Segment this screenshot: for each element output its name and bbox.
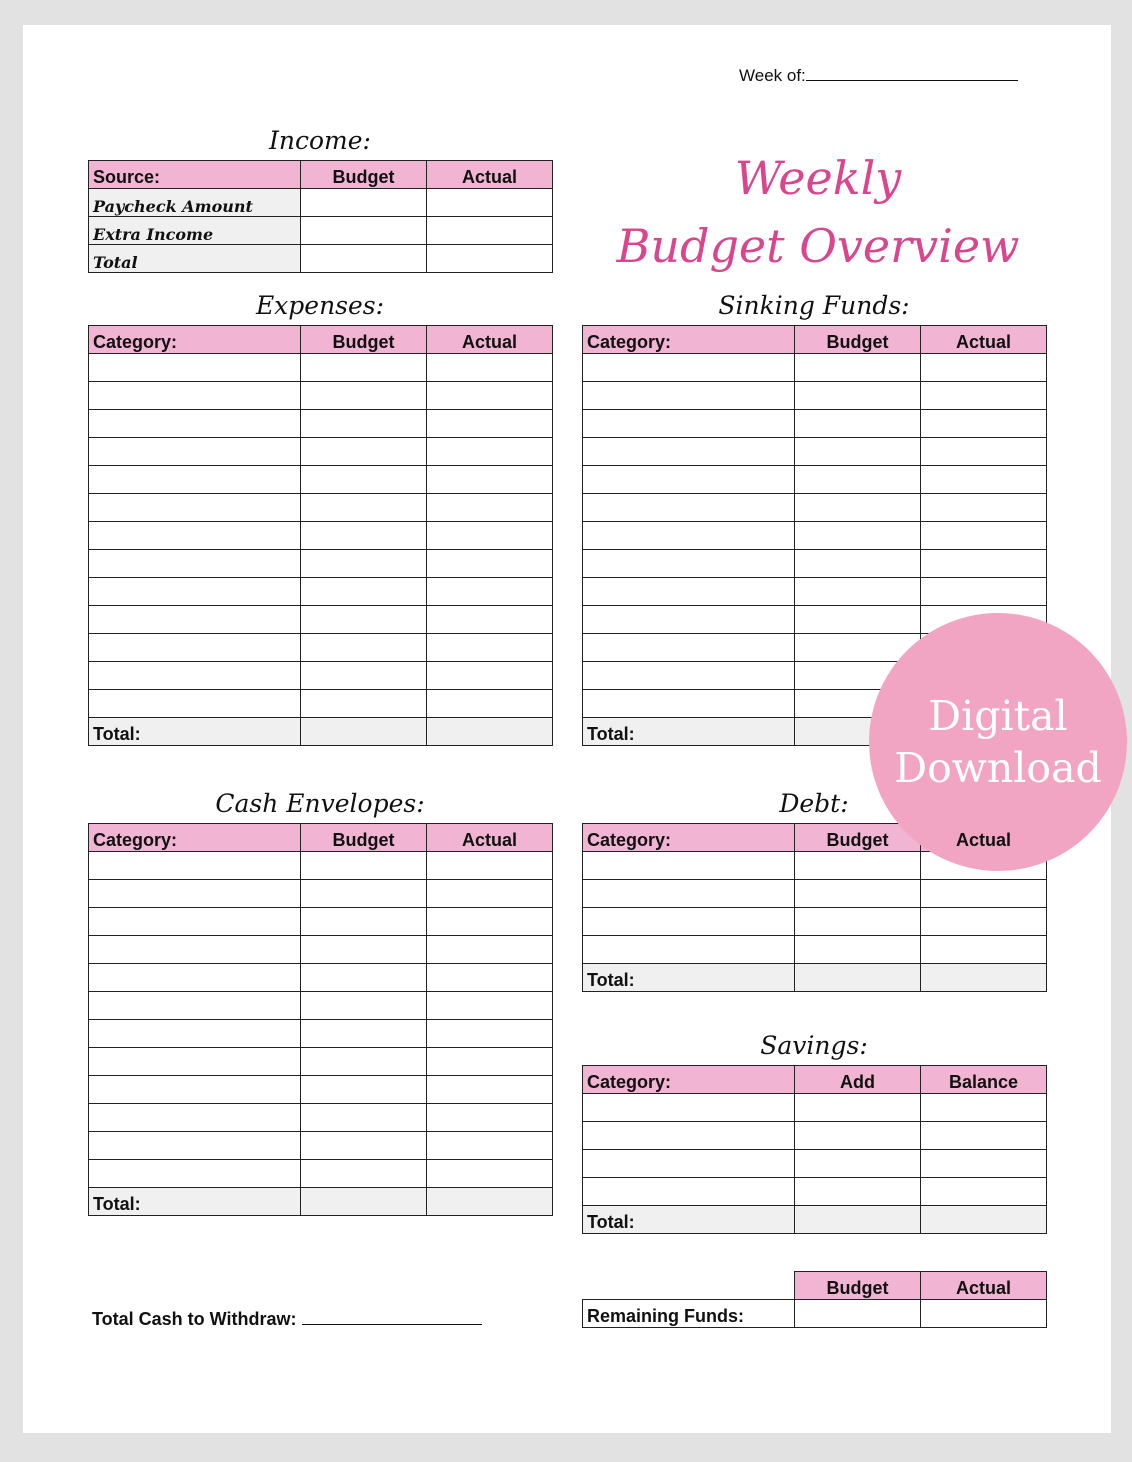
column-header: Actual [461,830,517,850]
value-cell[interactable] [795,354,921,382]
table-row [89,992,553,1020]
table-row [89,1160,553,1188]
category-cell[interactable] [583,1122,795,1150]
table-row [89,852,553,880]
column-header-cell [301,161,427,189]
value-cell[interactable] [301,1076,427,1104]
category-cell[interactable] [89,852,301,880]
value-cell[interactable] [795,382,921,410]
value-cell[interactable] [427,438,553,466]
value-cell[interactable] [795,550,921,578]
table-row [89,494,553,522]
value-cell[interactable] [301,494,427,522]
column-header: Category: [93,332,178,352]
value-cell[interactable] [301,1132,427,1160]
cash-envelopes-heading: Cash Envelopes: [215,789,425,818]
column-header-cell [301,326,427,354]
table-row [89,522,553,550]
actual-cell[interactable] [921,1300,1047,1328]
table-row [89,354,553,382]
value-cell[interactable] [921,1150,1047,1178]
category-cell[interactable] [89,550,301,578]
row-label: Extra Income [89,217,301,245]
table-row [89,550,553,578]
category-cell[interactable] [583,936,795,964]
value-cell[interactable] [427,1160,553,1188]
value-cell[interactable] [301,1160,427,1188]
value-cell[interactable] [427,880,553,908]
table-row [89,410,553,438]
table-row [89,217,553,245]
category-cell[interactable] [89,880,301,908]
column-header: Actual [461,332,517,352]
total-label: Total: [583,964,795,992]
column-header-cell [89,326,301,354]
total-label: Total: [89,718,301,746]
header-row [583,326,1047,354]
table-row [89,690,553,718]
debt-table [582,823,1047,992]
category-cell[interactable] [583,852,795,880]
category-cell[interactable] [89,494,301,522]
value-cell[interactable] [301,354,427,382]
category-cell[interactable] [89,1104,301,1132]
column-header-cell [427,326,553,354]
category-cell[interactable] [89,992,301,1020]
table-row [89,634,553,662]
total-cash-line[interactable] [302,1308,482,1325]
total-cell[interactable] [795,964,921,992]
table-row [89,880,553,908]
value-cell[interactable] [301,382,427,410]
value-cell[interactable] [301,964,427,992]
income-heading: Income: [269,126,371,155]
value-cell[interactable] [427,992,553,1020]
category-cell[interactable] [89,690,301,718]
column-header-cell [427,161,553,189]
category-cell[interactable] [583,410,795,438]
value-cell[interactable] [795,852,921,880]
value-cell[interactable] [795,606,921,634]
column-header: Budget [332,830,395,850]
row-label: Paycheck Amount [89,189,301,217]
value-cell[interactable] [921,354,1047,382]
title-line-1: Weekly [734,151,902,205]
table-row [583,438,1047,466]
remaining-funds-table [582,1271,1047,1328]
column-header: Actual [461,167,517,187]
value-cell[interactable] [921,382,1047,410]
category-cell[interactable] [583,438,795,466]
value-cell[interactable] [795,522,921,550]
column-header: Category: [93,830,178,850]
table-row [89,466,553,494]
value-cell[interactable] [427,1104,553,1132]
value-cell[interactable] [795,410,921,438]
week-of-line[interactable] [806,66,1018,81]
total-row [89,1188,553,1216]
table-row [89,438,553,466]
value-cell[interactable] [301,466,427,494]
table-row [583,354,1047,382]
column-header-cell [795,1272,921,1300]
value-cell[interactable] [427,662,553,690]
total-label: Total: [89,1188,301,1216]
actual-cell[interactable] [427,245,553,273]
category-cell[interactable] [89,578,301,606]
column-header-cell [89,824,301,852]
value-cell[interactable] [921,410,1047,438]
header-row [583,1272,1047,1300]
category-cell[interactable] [583,578,795,606]
total-cash-withdraw[interactable] [92,1308,482,1330]
page-title [578,144,1058,280]
category-cell[interactable] [583,1150,795,1178]
total-label: Total: [583,718,795,746]
table-row [583,880,1047,908]
table-row [89,578,553,606]
table-row [89,245,553,273]
income-table [88,160,553,273]
value-cell[interactable] [921,880,1047,908]
value-cell[interactable] [301,662,427,690]
category-cell[interactable] [583,690,795,718]
debt-heading: Debt: [779,789,849,818]
value-cell[interactable] [301,606,427,634]
remaining-funds-row [583,1300,1047,1328]
column-header-cell [921,326,1047,354]
table-row [583,410,1047,438]
column-header: Category: [587,830,672,850]
category-cell[interactable] [583,550,795,578]
table-row [89,1020,553,1048]
actual-cell[interactable] [427,189,553,217]
title-line-2: Budget Overview [616,219,1020,273]
value-cell[interactable] [427,1020,553,1048]
table-row [89,936,553,964]
savings-heading: Savings: [760,1031,868,1060]
column-header: Budget [826,1278,889,1298]
category-cell[interactable] [89,522,301,550]
category-cell[interactable] [89,634,301,662]
table-row [89,1104,553,1132]
sinking-funds-heading: Sinking Funds: [718,291,910,320]
table-row [89,1048,553,1076]
column-header: Source: [93,167,161,187]
table-row [89,908,553,936]
header-row [89,824,553,852]
total-row [89,718,553,746]
value-cell[interactable] [795,466,921,494]
budget-cell[interactable] [301,245,427,273]
category-cell[interactable] [583,354,795,382]
value-cell[interactable] [427,908,553,936]
category-cell[interactable] [89,908,301,936]
value-cell[interactable] [301,1104,427,1132]
actual-cell[interactable] [427,217,553,245]
value-cell[interactable] [301,1048,427,1076]
value-cell[interactable] [795,494,921,522]
value-cell[interactable] [301,550,427,578]
value-cell[interactable] [795,438,921,466]
value-cell[interactable] [427,1076,553,1104]
value-cell[interactable] [795,880,921,908]
value-cell[interactable] [921,522,1047,550]
value-cell[interactable] [427,964,553,992]
value-cell[interactable] [427,606,553,634]
table-row [583,1094,1047,1122]
category-cell[interactable] [89,1132,301,1160]
category-cell[interactable] [89,1076,301,1104]
table-row [583,494,1047,522]
total-cell[interactable] [795,1206,921,1234]
column-header: Balance [948,1072,1019,1092]
table-row [583,466,1047,494]
value-cell[interactable] [427,1048,553,1076]
value-cell[interactable] [795,908,921,936]
category-cell[interactable] [89,410,301,438]
column-header: Actual [955,1278,1011,1298]
column-header: Budget [332,332,395,352]
value-cell[interactable] [427,466,553,494]
column-header: Budget [826,332,889,352]
category-cell[interactable] [583,880,795,908]
column-header: Budget [332,167,395,187]
value-cell[interactable] [427,690,553,718]
total-row [583,964,1047,992]
cash-envelopes-table [88,823,553,1216]
column-header: Category: [587,1072,672,1092]
value-cell[interactable] [921,1094,1047,1122]
column-header-cell [301,824,427,852]
column-header: Add [840,1072,875,1092]
total-cell[interactable] [921,964,1047,992]
column-header: Budget [826,830,889,850]
budget-cell[interactable] [795,1300,921,1328]
category-cell[interactable] [583,908,795,936]
value-cell[interactable] [301,936,427,964]
table-row [583,1178,1047,1206]
table-row [583,936,1047,964]
value-cell[interactable] [427,354,553,382]
value-cell[interactable] [301,410,427,438]
column-header: Category: [587,332,672,352]
header-row [89,326,553,354]
value-cell[interactable] [427,852,553,880]
badge-line-2: Download [894,744,1102,792]
value-cell[interactable] [795,1122,921,1150]
column-header-cell [921,1066,1047,1094]
value-cell[interactable] [921,550,1047,578]
category-cell[interactable] [583,1094,795,1122]
value-cell[interactable] [795,578,921,606]
value-cell[interactable] [427,578,553,606]
value-cell[interactable] [795,1150,921,1178]
total-cell[interactable] [301,1188,427,1216]
category-cell[interactable] [583,494,795,522]
table-row [583,908,1047,936]
table-row [583,382,1047,410]
row-label: Remaining Funds: [583,1300,795,1328]
table-row [583,1150,1047,1178]
value-cell[interactable] [301,852,427,880]
value-cell[interactable] [427,410,553,438]
table-row [89,189,553,217]
header-row [89,161,553,189]
value-cell[interactable] [427,522,553,550]
category-cell[interactable] [89,964,301,992]
badge-line-1: Digital [928,692,1068,740]
value-cell[interactable] [301,522,427,550]
category-cell[interactable] [583,466,795,494]
value-cell[interactable] [301,1020,427,1048]
category-cell[interactable] [89,382,301,410]
value-cell[interactable] [795,936,921,964]
total-cell[interactable] [427,718,553,746]
category-cell[interactable] [89,354,301,382]
total-row [583,1206,1047,1234]
value-cell[interactable] [301,578,427,606]
category-cell[interactable] [583,1178,795,1206]
budget-cell[interactable] [301,217,427,245]
value-cell[interactable] [921,1122,1047,1150]
table-row [89,1076,553,1104]
value-cell[interactable] [427,494,553,522]
column-header-cell [427,824,553,852]
value-cell[interactable] [301,438,427,466]
column-header-cell [921,1272,1047,1300]
category-cell[interactable] [89,606,301,634]
category-cell[interactable] [89,662,301,690]
value-cell[interactable] [921,908,1047,936]
total-cash-label: Total Cash to Withdraw: [92,1309,297,1329]
category-cell[interactable] [89,936,301,964]
category-cell[interactable] [89,466,301,494]
table-row [89,1132,553,1160]
value-cell[interactable] [427,1132,553,1160]
category-cell[interactable] [583,382,795,410]
column-header-cell [795,1066,921,1094]
total-cell[interactable] [301,718,427,746]
row-label: Total [89,245,301,273]
value-cell[interactable] [921,466,1047,494]
value-cell[interactable] [921,1178,1047,1206]
column-header: Actual [955,332,1011,352]
category-cell[interactable] [583,634,795,662]
value-cell[interactable] [921,578,1047,606]
header-row [583,1066,1047,1094]
value-cell[interactable] [427,634,553,662]
value-cell[interactable] [921,936,1047,964]
table-row [89,382,553,410]
category-cell[interactable] [89,1020,301,1048]
column-header-cell [795,326,921,354]
category-cell[interactable] [89,438,301,466]
table-row [89,662,553,690]
value-cell[interactable] [301,690,427,718]
category-cell[interactable] [583,606,795,634]
expenses-table [88,325,553,746]
total-label: Total: [583,1206,795,1234]
value-cell[interactable] [795,1094,921,1122]
value-cell[interactable] [301,880,427,908]
value-cell[interactable] [301,908,427,936]
value-cell[interactable] [427,936,553,964]
column-header-cell [583,326,795,354]
category-cell[interactable] [89,1160,301,1188]
category-cell[interactable] [583,662,795,690]
table-row [583,550,1047,578]
column-header-cell [583,1066,795,1094]
column-header-cell [89,161,301,189]
value-cell[interactable] [795,1178,921,1206]
column-header: Actual [955,830,1011,850]
empty-header [583,1272,795,1300]
table-row [89,606,553,634]
table-row [583,1122,1047,1150]
value-cell[interactable] [301,992,427,1020]
week-of-label: Week of: [739,66,806,85]
budget-cell[interactable] [301,189,427,217]
category-cell[interactable] [89,1048,301,1076]
value-cell[interactable] [301,634,427,662]
total-cell[interactable] [427,1188,553,1216]
table-row [583,578,1047,606]
value-cell[interactable] [427,382,553,410]
week-of-field[interactable] [739,66,1018,86]
value-cell[interactable] [921,494,1047,522]
column-header-cell [583,824,795,852]
value-cell[interactable] [921,438,1047,466]
value-cell[interactable] [427,550,553,578]
expenses-heading: Expenses: [255,291,385,320]
table-row [89,964,553,992]
total-cell[interactable] [921,1206,1047,1234]
table-row [583,522,1047,550]
category-cell[interactable] [583,522,795,550]
savings-table [582,1065,1047,1234]
